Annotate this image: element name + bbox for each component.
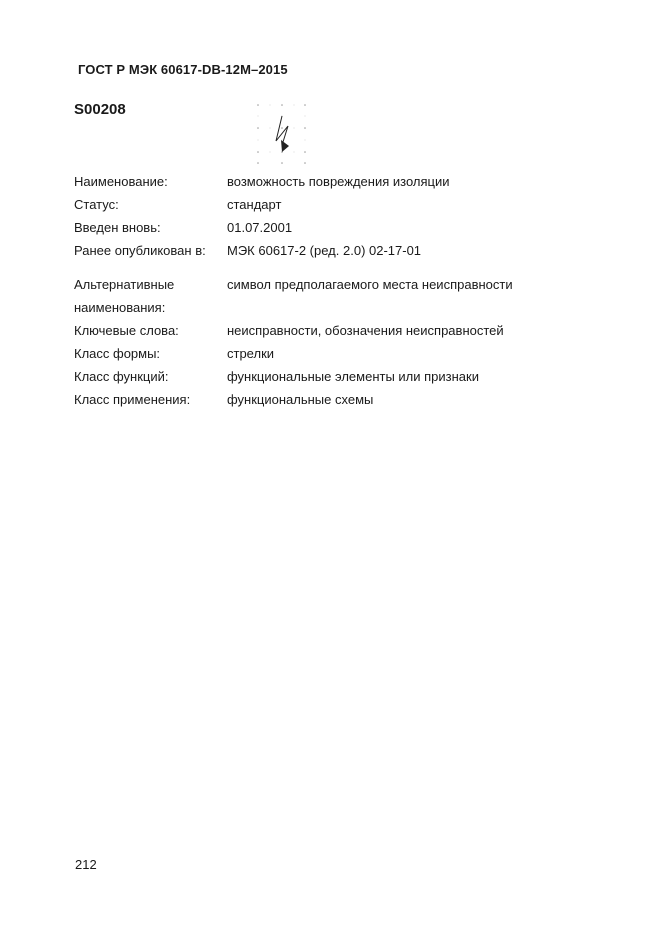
field-label: Класс применения: <box>74 392 191 407</box>
field-value: возможность повреждения изоляции <box>227 174 450 189</box>
field-value: функциональные элементы или признаки <box>227 369 479 384</box>
document-header: ГОСТ Р МЭК 60617-DB-12M–2015 <box>78 62 288 77</box>
field-value: МЭК 60617-2 (ред. 2.0) 02-17-01 <box>227 243 422 258</box>
field-label: Класс функций: <box>74 369 169 384</box>
field-value: стандарт <box>227 197 282 212</box>
field-label: Ранее опубликован в: <box>74 243 206 258</box>
page-number: 212 <box>75 857 97 872</box>
field-value: 01.07.2001 <box>227 220 293 235</box>
field-label: Введен вновь: <box>74 220 161 235</box>
field-value: неисправности, обозначения неисправностей <box>227 323 504 338</box>
field-label: Статус: <box>74 197 119 212</box>
field-value: стрелки <box>227 346 275 361</box>
symbol-id: S00208 <box>74 101 126 118</box>
field-value: функциональные схемы <box>227 392 374 407</box>
field-label: Альтернативные <box>74 277 175 292</box>
fault-lightning-arrow-icon <box>252 100 312 168</box>
field-label: Наименование: <box>74 174 168 189</box>
field-value: символ предполагаемого места неисправности <box>227 277 513 292</box>
field-label: наименования: <box>74 300 166 315</box>
field-label: Класс формы: <box>74 346 161 361</box>
field-label: Ключевые слова: <box>74 323 179 338</box>
